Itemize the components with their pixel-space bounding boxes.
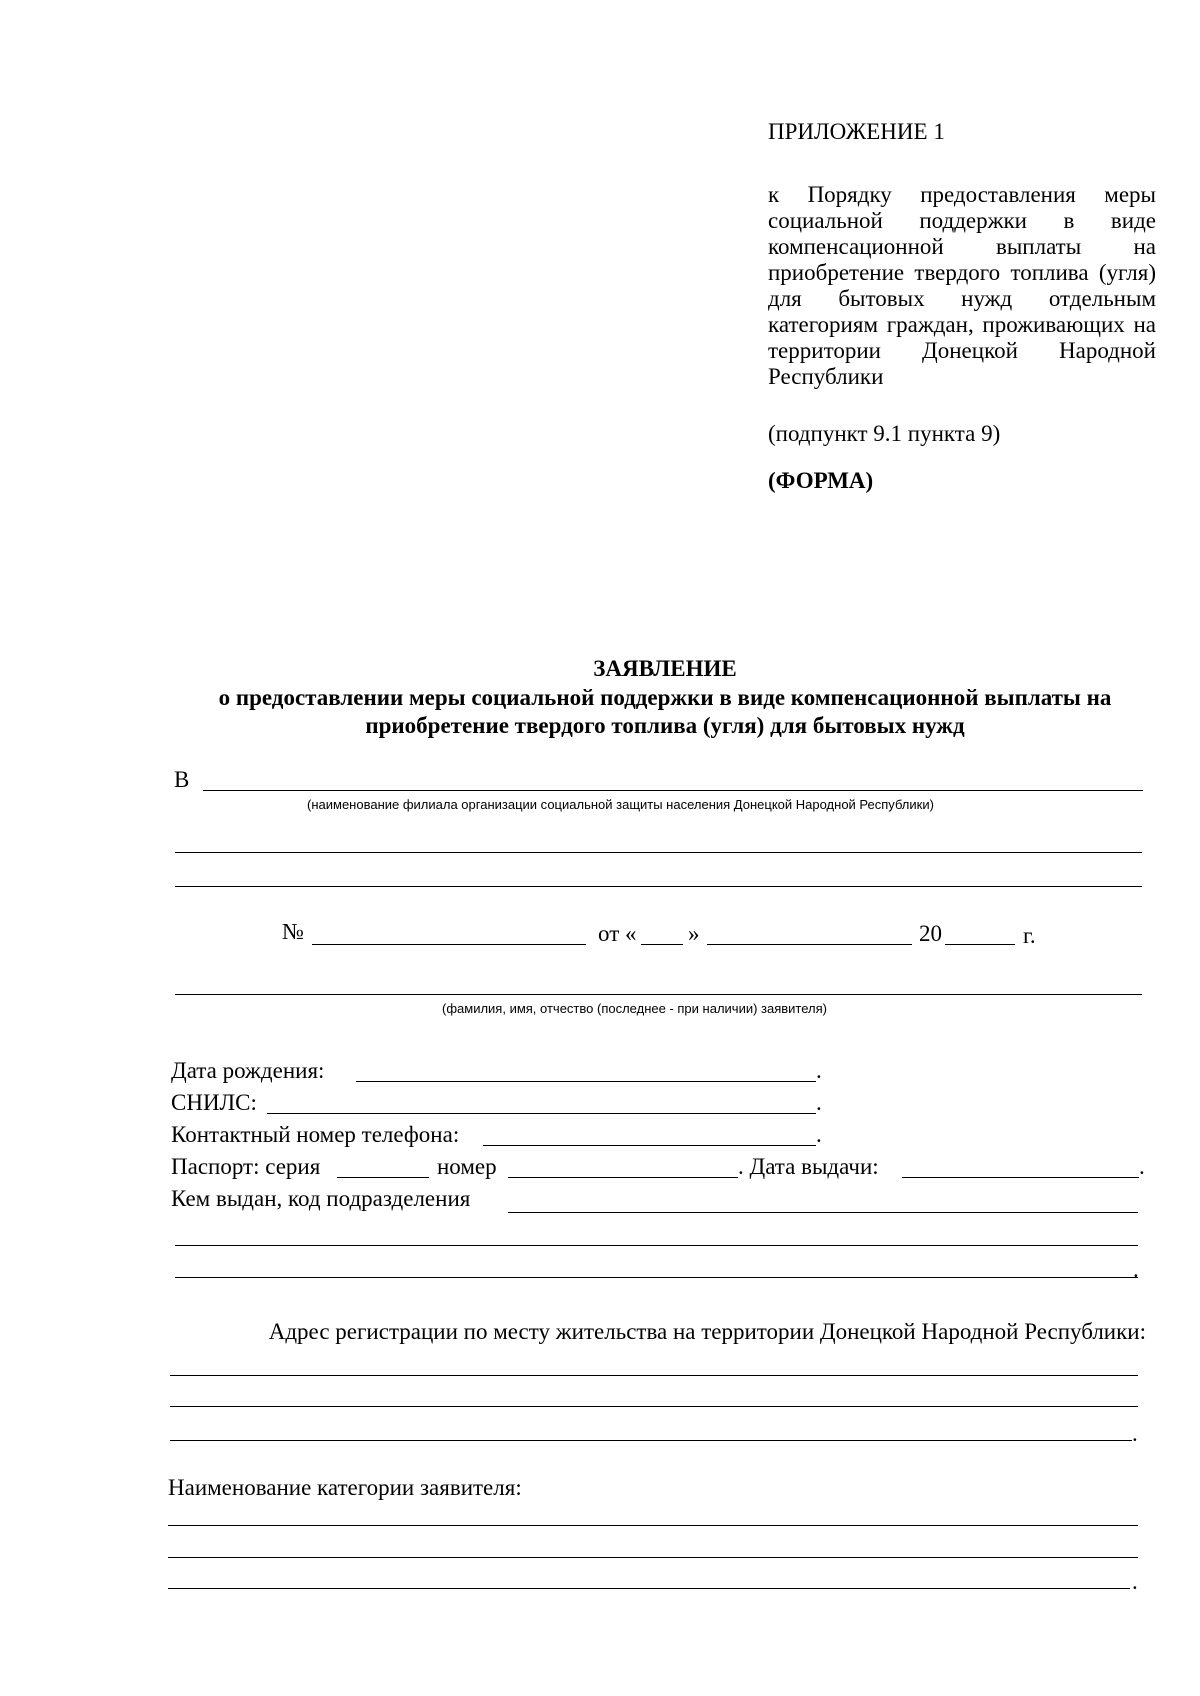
passport-number-field-line[interactable] [508, 1177, 738, 1178]
year-field-line[interactable] [945, 944, 1015, 945]
recipient-prefix: В [174, 767, 190, 792]
appendix-text: к Порядку предоставления меры социальной поддержки в виде компенсационной выплаты на приобретение твердого топлива (угля) для бытовых нужд отдельным категориям граждан, проживающих на территории Донецкой Народной Республики [768, 182, 1156, 389]
birth-date-label: Дата рождения: [171, 1058, 325, 1083]
appendix-subclause: (подпункт 9.1 пункта 9) [768, 421, 1001, 446]
document-title: ЗАЯВЛЕНИЕ [593, 656, 737, 681]
phone-field-line[interactable] [483, 1145, 816, 1146]
category-label: Наименование категории заявителя: [168, 1475, 522, 1500]
birth-date-field-line[interactable] [356, 1081, 816, 1082]
day-field-line[interactable] [641, 944, 683, 945]
form-label: (ФОРМА) [768, 468, 874, 493]
birth-date-period: . [816, 1058, 822, 1083]
recipient-extra-line-2[interactable] [175, 886, 1142, 887]
snils-label: СНИЛС: [171, 1090, 257, 1115]
address-label: Адрес регистрации по месту жительства на территории Донецкой Народной Республики: [268, 1319, 1146, 1344]
issued-by-label: Кем выдан, код подразделения [171, 1186, 471, 1211]
number-label: № [282, 919, 304, 944]
date-from-label: от « [598, 921, 637, 946]
snils-field-line[interactable] [267, 1113, 816, 1114]
date-quote-close: » [688, 921, 700, 946]
address-period: . [1132, 1421, 1138, 1446]
issued-by-field-line[interactable] [508, 1212, 1138, 1213]
category-period: . [1132, 1569, 1138, 1594]
address-line-1[interactable] [170, 1375, 1138, 1376]
year-prefix: 20 [919, 921, 942, 946]
issue-date-period: . [1139, 1154, 1145, 1179]
category-line-2[interactable] [168, 1557, 1138, 1558]
recipient-caption: (наименование филиала организации социальной защиты населения Донецкой Народной Республики) [307, 797, 934, 812]
passport-series-label: Паспорт: серия [171, 1154, 321, 1179]
recipient-field-line[interactable] [203, 790, 1143, 791]
snils-period: . [816, 1090, 822, 1115]
category-line-3[interactable] [168, 1588, 1130, 1589]
appendix-block [768, 118, 1156, 494]
month-field-line[interactable] [707, 944, 912, 945]
address-line-3[interactable] [170, 1440, 1132, 1441]
phone-label: Контактный номер телефона: [171, 1122, 460, 1147]
issued-by-extra-line-1[interactable] [175, 1245, 1138, 1246]
issued-by-extra-line-2[interactable] [175, 1277, 1138, 1278]
passport-series-field-line[interactable] [337, 1177, 429, 1178]
applicant-caption: (фамилия, имя, отчество (последнее - при наличии) заявителя) [442, 1001, 827, 1016]
category-line-1[interactable] [168, 1525, 1138, 1526]
issued-by-period: . [1133, 1257, 1139, 1282]
issue-date-label: . Дата выдачи: [738, 1154, 879, 1179]
applicant-name-line[interactable] [175, 994, 1142, 995]
address-line-2[interactable] [170, 1406, 1138, 1407]
appendix-title: ПРИЛОЖЕНИЕ 1 [768, 119, 945, 144]
issue-date-field-line[interactable] [902, 1177, 1139, 1178]
recipient-extra-line-1[interactable] [175, 852, 1142, 853]
document-subtitle: о предоставлении меры социальной поддержки в виде компенсационной выплаты на приобретение твердого топлива (угля) для бытовых нужд [218, 685, 1112, 738]
passport-number-label: номер [437, 1154, 497, 1179]
year-suffix: г. [1023, 923, 1036, 948]
number-field-line[interactable] [312, 944, 586, 945]
phone-period: . [816, 1122, 822, 1147]
